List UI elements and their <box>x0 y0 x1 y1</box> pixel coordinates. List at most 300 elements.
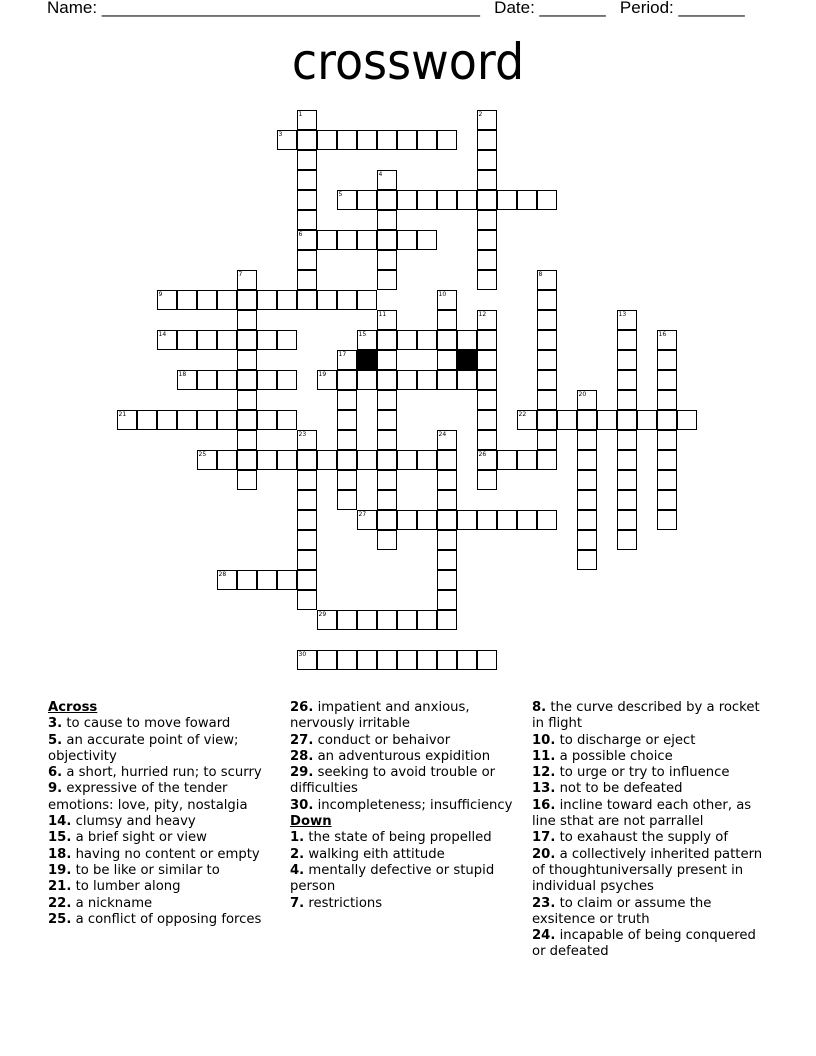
crossword-cell[interactable] <box>477 310 497 330</box>
crossword-cell[interactable] <box>257 370 277 390</box>
crossword-cell[interactable] <box>577 410 597 430</box>
crossword-cell[interactable] <box>357 190 377 210</box>
crossword-cell[interactable] <box>377 390 397 410</box>
crossword-cell[interactable] <box>137 410 157 430</box>
crossword-cell[interactable] <box>197 330 217 350</box>
crossword-cell[interactable] <box>317 230 337 250</box>
clue-across-22 <box>48 896 283 912</box>
crossword-cell[interactable] <box>217 330 237 350</box>
crossword-cell[interactable] <box>537 510 557 530</box>
crossword-cell[interactable] <box>477 330 497 350</box>
crossword-cell[interactable] <box>437 550 457 570</box>
crossword-cell[interactable] <box>477 390 497 410</box>
crossword-cell[interactable] <box>537 310 557 330</box>
clue-text: a possible choice <box>555 748 673 764</box>
crossword-cell[interactable] <box>337 610 357 630</box>
clues-column-1 <box>48 700 283 928</box>
crossword-cell[interactable] <box>417 610 437 630</box>
crossword-cell[interactable] <box>617 470 637 490</box>
crossword-cell[interactable] <box>397 370 417 390</box>
crossword-cell[interactable] <box>297 130 317 150</box>
clue-text: to claim or assume the exsitence or truth <box>532 895 712 927</box>
crossword-cell[interactable] <box>237 470 257 490</box>
crossword-cell[interactable] <box>377 350 397 370</box>
crossword-cell[interactable] <box>497 190 517 210</box>
crossword-cell[interactable] <box>537 450 557 470</box>
crossword-cell[interactable] <box>297 190 317 210</box>
crossword-cell[interactable] <box>497 450 517 470</box>
crossword-cell[interactable] <box>537 190 557 210</box>
crossword-cell[interactable] <box>377 270 397 290</box>
clue-text: an accurate point of view; objectivity <box>48 732 239 764</box>
clue-number: 14 <box>158 330 167 338</box>
crossword-cell[interactable] <box>297 230 317 250</box>
crossword-cell[interactable] <box>377 310 397 330</box>
clue-number: 3. <box>48 716 63 732</box>
crossword-cell[interactable] <box>657 390 677 410</box>
crossword-cell[interactable] <box>477 470 497 490</box>
crossword-cell[interactable] <box>377 530 397 550</box>
crossword-cell[interactable] <box>237 290 257 310</box>
clue-number: 27 <box>358 510 367 518</box>
clue-number: 15. <box>48 830 72 846</box>
clue-down-23 <box>532 896 772 929</box>
crossword-cell[interactable] <box>377 430 397 450</box>
crossword-cell[interactable] <box>377 210 397 230</box>
crossword-cell[interactable] <box>297 470 317 490</box>
crossword-cell[interactable] <box>617 450 637 470</box>
crossword-cell[interactable] <box>317 290 337 310</box>
crossword-cell[interactable] <box>217 290 237 310</box>
crossword-cell[interactable] <box>437 590 457 610</box>
crossword-cell[interactable] <box>177 370 197 390</box>
crossword-cell[interactable] <box>377 470 397 490</box>
crossword-cell[interactable] <box>397 650 417 670</box>
crossword-cell[interactable] <box>357 370 377 390</box>
crossword-cell[interactable] <box>257 450 277 470</box>
clue-number: 25 <box>198 450 207 458</box>
crossword-cell[interactable] <box>537 270 557 290</box>
clue-number: 1. <box>290 830 305 846</box>
crossword-cell[interactable] <box>357 650 377 670</box>
crossword-cell[interactable] <box>557 410 577 430</box>
crossword-cell[interactable] <box>297 270 317 290</box>
crossword-cell[interactable] <box>657 450 677 470</box>
crossword-cell[interactable] <box>437 570 457 590</box>
crossword-cell[interactable] <box>377 410 397 430</box>
crossword-cell[interactable] <box>277 570 297 590</box>
clue-across-30 <box>290 798 525 814</box>
crossword-cell[interactable] <box>577 390 597 410</box>
black-square <box>357 350 377 370</box>
crossword-cell[interactable] <box>497 510 517 530</box>
crossword-cell[interactable] <box>257 330 277 350</box>
crossword-cell[interactable] <box>297 110 317 130</box>
crossword-cell[interactable] <box>237 410 257 430</box>
crossword-cell[interactable] <box>337 650 357 670</box>
clue-number: 3 <box>278 130 283 138</box>
crossword-cell[interactable] <box>117 410 137 430</box>
crossword-cell[interactable] <box>297 490 317 510</box>
crossword-cell[interactable] <box>577 450 597 470</box>
crossword-cell[interactable] <box>237 350 257 370</box>
clue-number: 21 <box>118 410 127 418</box>
clue-text: to urge or try to influence <box>555 765 730 781</box>
crossword-cell[interactable] <box>577 490 597 510</box>
crossword-cell[interactable] <box>237 310 257 330</box>
crossword-cell[interactable] <box>397 330 417 350</box>
crossword-cell[interactable] <box>537 330 557 350</box>
crossword-cell[interactable] <box>437 130 457 150</box>
crossword-cell[interactable] <box>237 370 257 390</box>
crossword-cell[interactable] <box>537 410 557 430</box>
crossword-cell[interactable] <box>477 410 497 430</box>
crossword-cell[interactable] <box>437 370 457 390</box>
crossword-cell[interactable] <box>297 250 317 270</box>
crossword-cell[interactable] <box>377 610 397 630</box>
crossword-cell[interactable] <box>377 330 397 350</box>
clue-down-1 <box>290 830 525 846</box>
crossword-cell[interactable] <box>357 610 377 630</box>
crossword-cell[interactable] <box>317 650 337 670</box>
crossword-cell[interactable] <box>337 470 357 490</box>
crossword-cell[interactable] <box>377 190 397 210</box>
crossword-cell[interactable] <box>237 450 257 470</box>
crossword-cell[interactable] <box>337 430 357 450</box>
clue-number: 28. <box>290 748 314 764</box>
clue-text: to cause to move foward <box>62 716 231 732</box>
date-field[interactable]: _______ <box>539 0 606 17</box>
crossword-cell[interactable] <box>477 170 497 190</box>
crossword-cell[interactable] <box>457 190 477 210</box>
clue-number: 18 <box>178 370 187 378</box>
clue-number: 12 <box>478 310 487 318</box>
crossword-cell[interactable] <box>437 610 457 630</box>
crossword-cell[interactable] <box>297 210 317 230</box>
crossword-cell[interactable] <box>477 190 497 210</box>
crossword-cell[interactable] <box>517 450 537 470</box>
crossword-cell[interactable] <box>177 290 197 310</box>
crossword-cell[interactable] <box>417 130 437 150</box>
crossword-cell[interactable] <box>657 470 677 490</box>
crossword-cell[interactable] <box>657 410 677 430</box>
clue-number: 30 <box>298 650 307 658</box>
clue-across-9 <box>48 781 283 814</box>
crossword-cell[interactable] <box>357 130 377 150</box>
crossword-cell[interactable] <box>377 250 397 270</box>
crossword-cell[interactable] <box>437 470 457 490</box>
crossword-cell[interactable] <box>297 590 317 610</box>
crossword-cell[interactable] <box>657 510 677 530</box>
crossword-cell[interactable] <box>417 370 437 390</box>
clue-number: 21. <box>48 879 72 895</box>
crossword-cell[interactable] <box>377 170 397 190</box>
crossword-cell[interactable] <box>377 490 397 510</box>
crossword-cell[interactable] <box>517 410 537 430</box>
crossword-cell[interactable] <box>477 510 497 530</box>
crossword-cell[interactable] <box>317 450 337 470</box>
crossword-cell[interactable] <box>437 310 457 330</box>
crossword-cell[interactable] <box>297 510 317 530</box>
black-square <box>457 350 477 370</box>
crossword-cell[interactable] <box>477 150 497 170</box>
crossword-cell[interactable] <box>417 510 437 530</box>
crossword-cell[interactable] <box>657 370 677 390</box>
clue-number: 20. <box>532 846 556 862</box>
crossword-cell[interactable] <box>297 170 317 190</box>
crossword-cell[interactable] <box>477 270 497 290</box>
crossword-cell[interactable] <box>617 430 637 450</box>
crossword-cell[interactable] <box>657 430 677 450</box>
crossword-cell[interactable] <box>197 410 217 430</box>
crossword-cell[interactable] <box>297 550 317 570</box>
clue-number: 23. <box>532 895 556 911</box>
crossword-cell[interactable] <box>657 330 677 350</box>
crossword-cell[interactable] <box>677 410 697 430</box>
clue-down-20 <box>532 847 772 896</box>
crossword-cell[interactable] <box>437 430 457 450</box>
crossword-cell[interactable] <box>397 450 417 470</box>
clue-number: 27. <box>290 732 314 748</box>
crossword-cell[interactable] <box>217 570 237 590</box>
crossword-cell[interactable] <box>297 150 317 170</box>
crossword-cell[interactable] <box>217 370 237 390</box>
crossword-cell[interactable] <box>617 370 637 390</box>
crossword-cell[interactable] <box>477 130 497 150</box>
crossword-cell[interactable] <box>237 270 257 290</box>
clue-across-6 <box>48 765 283 781</box>
clue-number: 7. <box>290 895 305 911</box>
crossword-cell[interactable] <box>337 390 357 410</box>
crossword-cell[interactable] <box>337 410 357 430</box>
crossword-cell[interactable] <box>317 610 337 630</box>
clue-number: 11 <box>378 310 387 318</box>
clue-number: 22. <box>48 895 72 911</box>
crossword-cell[interactable] <box>377 650 397 670</box>
clue-number: 19. <box>48 862 72 878</box>
crossword-cell[interactable] <box>317 130 337 150</box>
page-title: crossword <box>291 33 525 91</box>
clue-number: 22 <box>518 410 527 418</box>
clue-text: to exahaust the supply of <box>555 830 728 846</box>
crossword-cell[interactable] <box>357 450 377 470</box>
clue-number: 20 <box>578 390 587 398</box>
crossword-cell[interactable] <box>197 290 217 310</box>
crossword-cell[interactable] <box>437 450 457 470</box>
crossword-cell[interactable] <box>537 370 557 390</box>
crossword-cell[interactable] <box>197 450 217 470</box>
crossword-cell[interactable] <box>437 350 457 370</box>
crossword-cell[interactable] <box>537 430 557 450</box>
crossword-cell[interactable] <box>477 210 497 230</box>
crossword-cell[interactable] <box>177 330 197 350</box>
clue-number: 16 <box>658 330 667 338</box>
crossword-cell[interactable] <box>277 130 297 150</box>
crossword-cell[interactable] <box>617 510 637 530</box>
crossword-cell[interactable] <box>397 130 417 150</box>
clue-across-29 <box>290 765 525 798</box>
crossword-cell[interactable] <box>417 230 437 250</box>
crossword-cell[interactable] <box>437 650 457 670</box>
crossword-cell[interactable] <box>577 550 597 570</box>
crossword-cell[interactable] <box>657 350 677 370</box>
crossword-cell[interactable] <box>277 450 297 470</box>
crossword-cell[interactable] <box>177 410 197 430</box>
crossword-cell[interactable] <box>337 190 357 210</box>
crossword-cell[interactable] <box>197 370 217 390</box>
crossword-cell[interactable] <box>277 290 297 310</box>
crossword-cell[interactable] <box>397 510 417 530</box>
crossword-cell[interactable] <box>437 490 457 510</box>
crossword-cell[interactable] <box>617 410 637 430</box>
crossword-cell[interactable] <box>477 230 497 250</box>
crossword-cell[interactable] <box>257 570 277 590</box>
crossword-cell[interactable] <box>397 190 417 210</box>
crossword-cell[interactable] <box>457 650 477 670</box>
crossword-cell[interactable] <box>257 290 277 310</box>
clue-across-14 <box>48 814 283 830</box>
crossword-cell[interactable] <box>337 370 357 390</box>
crossword-cell[interactable] <box>337 230 357 250</box>
crossword-cell[interactable] <box>297 450 317 470</box>
crossword-cell[interactable] <box>297 430 317 450</box>
crossword-cell[interactable] <box>617 330 637 350</box>
clue-text: seeking to avoid trouble or difficulties <box>290 765 496 797</box>
crossword-cell[interactable] <box>477 110 497 130</box>
crossword-cell[interactable] <box>437 510 457 530</box>
crossword-cell[interactable] <box>217 450 237 470</box>
crossword-cell[interactable] <box>617 310 637 330</box>
clue-number: 26. <box>290 700 314 715</box>
crossword-cell[interactable] <box>637 410 657 430</box>
crossword-cell[interactable] <box>377 450 397 470</box>
crossword-cell[interactable] <box>477 250 497 270</box>
clue-text: clumsy and heavy <box>71 814 196 830</box>
clue-text: expressive of the tender emotions: love, pity, nostalgia <box>48 781 248 813</box>
crossword-cell[interactable] <box>657 490 677 510</box>
crossword-cell[interactable] <box>617 390 637 410</box>
crossword-cell[interactable] <box>597 410 617 430</box>
clue-down-2 <box>290 847 525 863</box>
crossword-cell[interactable] <box>337 490 357 510</box>
crossword-cell[interactable] <box>417 190 437 210</box>
crossword-cell[interactable] <box>617 490 637 510</box>
clue-number: 6. <box>48 765 63 781</box>
clue-number: 6 <box>298 230 303 238</box>
crossword-cell[interactable] <box>517 510 537 530</box>
crossword-cell[interactable] <box>297 570 317 590</box>
crossword-cell[interactable] <box>617 530 637 550</box>
across-heading: Across <box>48 700 98 715</box>
clue-text: incapable of being conquered or defeated <box>532 928 756 960</box>
name-field[interactable]: ________________________________________ <box>101 0 480 17</box>
crossword-cell[interactable] <box>477 350 497 370</box>
crossword-cell[interactable] <box>437 290 457 310</box>
crossword-cell[interactable] <box>357 290 377 310</box>
clue-number: 5. <box>48 732 63 748</box>
clue-number: 30. <box>290 797 314 813</box>
clue-across-3 <box>48 716 283 732</box>
clue-text: impatient and anxious, nervously irritable <box>290 700 470 732</box>
crossword-cell[interactable] <box>517 190 537 210</box>
clue-number: 10. <box>532 732 556 748</box>
crossword-cell[interactable] <box>477 450 497 470</box>
crossword-cell[interactable] <box>397 610 417 630</box>
crossword-cell[interactable] <box>297 530 317 550</box>
crossword-cell[interactable] <box>437 530 457 550</box>
crossword-cell[interactable] <box>417 450 437 470</box>
crossword-cell[interactable] <box>157 330 177 350</box>
crossword-cell[interactable] <box>577 430 597 450</box>
crossword-cell[interactable] <box>237 570 257 590</box>
crossword-cell[interactable] <box>237 430 257 450</box>
crossword-cell[interactable] <box>477 650 497 670</box>
crossword-cell[interactable] <box>297 290 317 310</box>
crossword-cell[interactable] <box>377 370 397 390</box>
crossword-cell[interactable] <box>477 430 497 450</box>
crossword-cell[interactable] <box>537 290 557 310</box>
crossword-cell[interactable] <box>477 370 497 390</box>
crossword-cell[interactable] <box>377 130 397 150</box>
crossword-cell[interactable] <box>157 410 177 430</box>
clue-number: 10 <box>438 290 447 298</box>
crossword-cell[interactable] <box>357 510 377 530</box>
clue-down-24 <box>532 928 772 961</box>
crossword-cell[interactable] <box>437 190 457 210</box>
crossword-cell[interactable] <box>377 230 397 250</box>
crossword-cell[interactable] <box>537 350 557 370</box>
clue-down-16 <box>532 798 772 831</box>
crossword-cell[interactable] <box>297 650 317 670</box>
crossword-cell[interactable] <box>337 290 357 310</box>
crossword-cell[interactable] <box>457 330 477 350</box>
crossword-cell[interactable] <box>277 330 297 350</box>
crossword-cell[interactable] <box>457 370 477 390</box>
crossword-cell[interactable] <box>337 350 357 370</box>
period-label: Period: <box>619 0 674 17</box>
clue-text: walking eith attitude <box>304 846 445 862</box>
clue-number: 16. <box>532 797 556 813</box>
crossword-cell[interactable] <box>317 370 337 390</box>
crossword-cell[interactable] <box>437 330 457 350</box>
crossword-cell[interactable] <box>357 230 377 250</box>
crossword-cell[interactable] <box>617 350 637 370</box>
clue-across-19 <box>48 863 283 879</box>
crossword-cell[interactable] <box>337 130 357 150</box>
crossword-cell[interactable] <box>157 290 177 310</box>
crossword-cell[interactable] <box>337 450 357 470</box>
clue-number: 19 <box>318 370 327 378</box>
period-field[interactable]: _______ <box>678 0 745 17</box>
crossword-cell[interactable] <box>537 390 557 410</box>
crossword-cell[interactable] <box>577 510 597 530</box>
crossword-cell[interactable] <box>257 410 277 430</box>
crossword-cell[interactable] <box>277 410 297 430</box>
crossword-cell[interactable] <box>217 410 237 430</box>
crossword-cell[interactable] <box>417 330 437 350</box>
crossword-cell[interactable] <box>577 470 597 490</box>
crossword-cell[interactable] <box>577 530 597 550</box>
crossword-cell[interactable] <box>277 370 297 390</box>
crossword-cell[interactable] <box>397 230 417 250</box>
crossword-cell[interactable] <box>457 510 477 530</box>
crossword-cell[interactable] <box>377 510 397 530</box>
crossword-cell[interactable] <box>237 330 257 350</box>
crossword-cell[interactable] <box>237 390 257 410</box>
crossword-cell[interactable] <box>357 330 377 350</box>
crossword-cell[interactable] <box>417 650 437 670</box>
clue-number: 29 <box>318 610 327 618</box>
